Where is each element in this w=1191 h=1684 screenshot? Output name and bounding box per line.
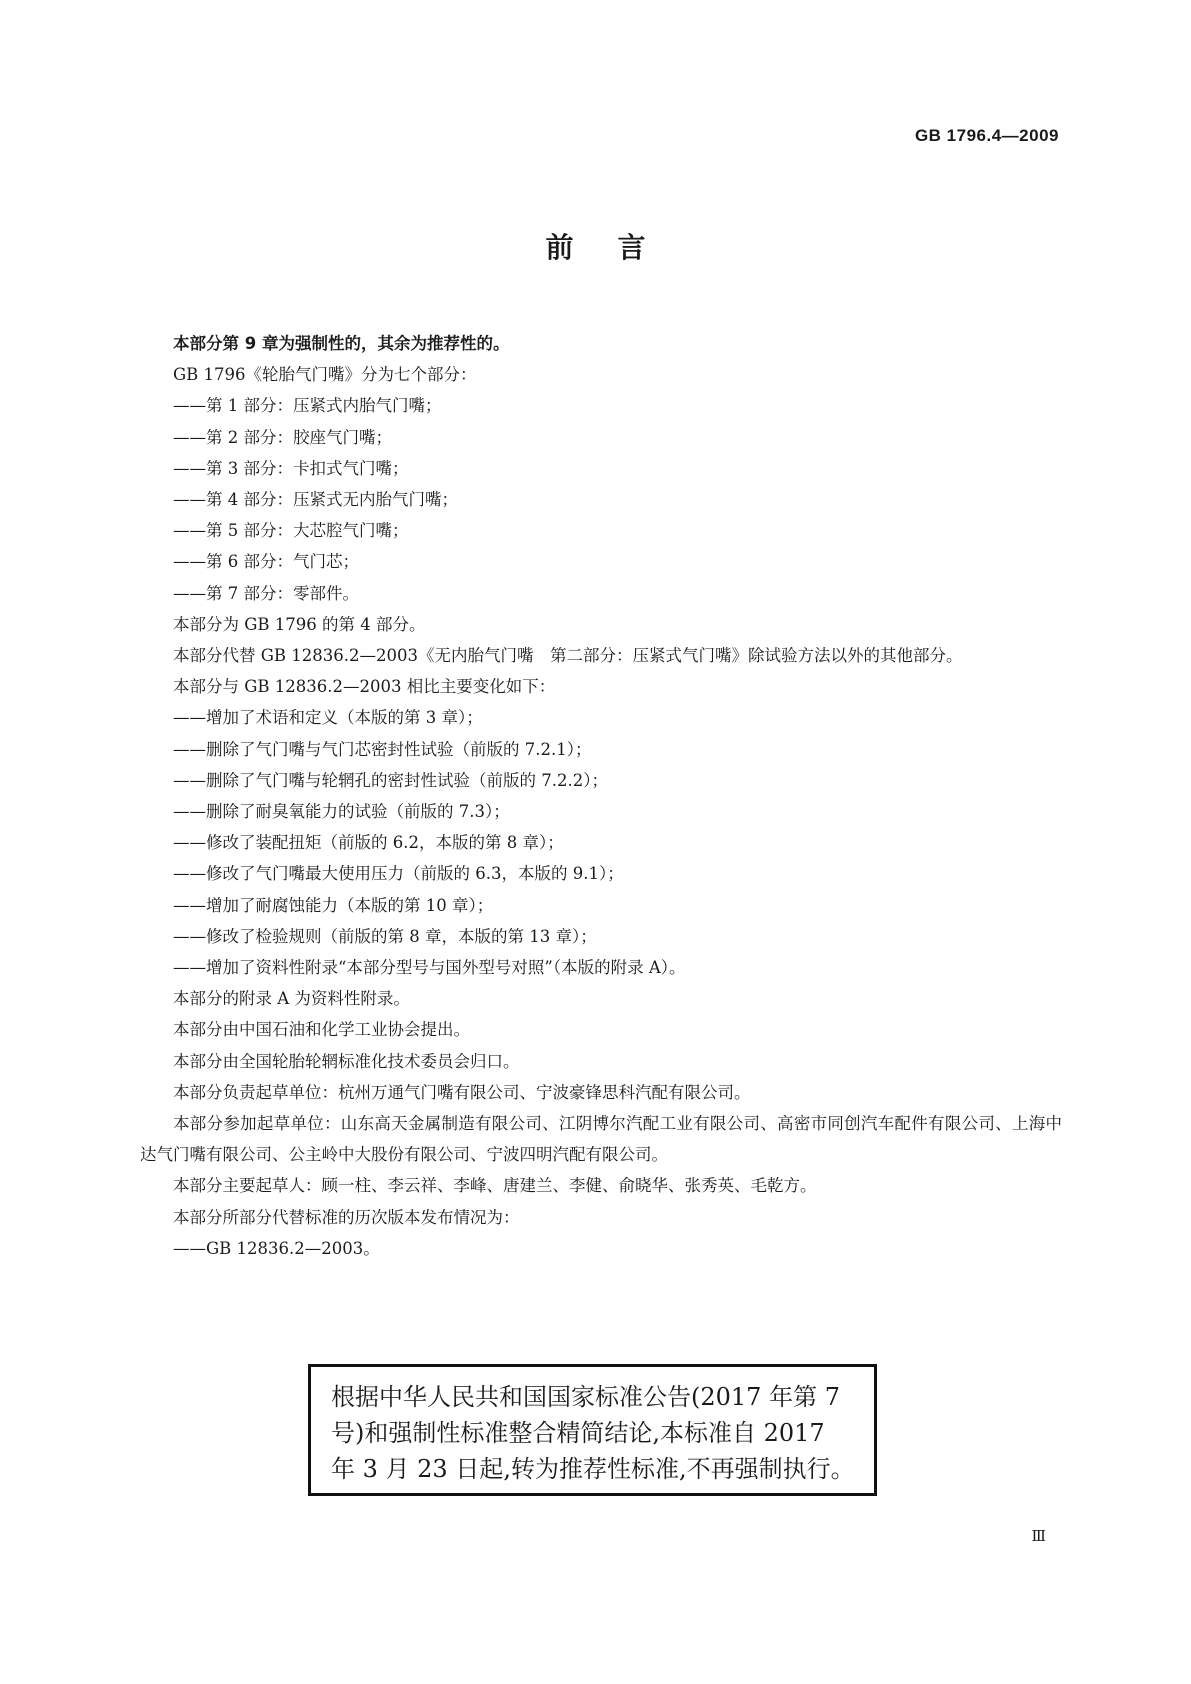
paragraph: 本部分所部分代替标准的历次版本发布情况为： — [173, 1207, 520, 1227]
list-item: ——删除了气门嘴与气门芯密封性试验（前版的 7.2.1）； — [173, 739, 592, 759]
foreword-body — [140, 328, 1062, 1264]
status-notice-box — [308, 1364, 877, 1496]
paragraph: 本部分参加起草单位：山东高天金属制造有限公司、江阴博尔汽配工业有限公司、高密市同创汽车配件有限公司、上海中达气门嘴有限公司、公主岭中大股份有限公司、宁波四明汽配有限公司。 — [140, 1114, 1062, 1165]
paragraph: 本部分由全国轮胎轮辋标准化技术委员会归口。 — [173, 1051, 520, 1071]
paragraph: 本部分负责起草单位：杭州万通气门嘴有限公司、宁波豪锋思科汽配有限公司。 — [173, 1082, 751, 1102]
list-item: ——修改了检验规则（前版的第 8 章，本版的第 13 章）； — [173, 926, 597, 946]
list-item: ——第 4 部分：压紧式无内胎气门嘴； — [173, 490, 458, 510]
list-item: ——增加了资料性附录“本部分型号与国外型号对照”（本版的附录 A）。 — [173, 958, 686, 978]
list-item: ——第 2 部分：胶座气门嘴； — [173, 427, 392, 447]
list-item: ——第 1 部分：压紧式内胎气门嘴； — [173, 396, 442, 416]
list-item: ——第 7 部分：零部件。 — [173, 583, 359, 603]
paragraph: 本部分代替 GB 12836.2—2003《无内胎气门嘴 第二部分：压紧式气门嘴》除试验方法以外的其他部分。 — [173, 646, 963, 666]
page-title: 前言 — [545, 231, 690, 264]
standard-code: GB 1796.4—2009 — [914, 126, 1059, 145]
notice-line: 年 3 月 23 日起,转为推荐性标准,不再强制执行。 — [331, 1455, 855, 1483]
list-item: ——增加了术语和定义（本版的第 3 章）； — [173, 708, 483, 728]
list-item: ——第 5 部分：大芯腔气门嘴； — [173, 521, 409, 541]
list-item: ——GB 12836.2—2003。 — [173, 1238, 380, 1258]
paragraph: 本部分与 GB 12836.2—2003 相比主要变化如下： — [173, 677, 556, 697]
list-item: ——删除了耐臭氧能力的试验（前版的 7.3）； — [173, 802, 510, 822]
list-item: ——增加了耐腐蚀能力（本版的第 10 章）； — [173, 895, 494, 915]
list-item: ——修改了装配扭矩（前版的 6.2，本版的第 8 章）； — [173, 833, 564, 853]
notice-line: 号)和强制性标准整合精简结论,本标准自 2017 — [331, 1419, 825, 1447]
page-number: Ⅲ — [1031, 1527, 1046, 1545]
list-item: ——删除了气门嘴与轮辋孔的密封性试验（前版的 7.2.2）； — [173, 770, 608, 790]
notice-line: 根据中华人民共和国国家标准公告(2017 年第 7 — [331, 1383, 840, 1411]
mandatory-clause-statement: 本部分第 9 章为强制性的，其余为推荐性的。 — [173, 334, 510, 353]
paragraph: 本部分为 GB 1796 的第 4 部分。 — [173, 614, 426, 634]
paragraph: 本部分的附录 A 为资料性附录。 — [173, 989, 410, 1009]
paragraph: 本部分由中国石油和化学工业协会提出。 — [173, 1020, 470, 1040]
list-item: ——第 6 部分：气门芯； — [173, 552, 359, 572]
paragraph: GB 1796《轮胎气门嘴》分为七个部分： — [173, 365, 477, 385]
paragraph: 本部分主要起草人：顾一柱、李云祥、李峰、唐建兰、李健、俞晓华、张秀英、毛乾方。 — [173, 1176, 817, 1196]
list-item: ——修改了气门嘴最大使用压力（前版的 6.3，本版的 9.1）； — [173, 864, 624, 884]
list-item: ——第 3 部分：卡扣式气门嘴； — [173, 458, 409, 478]
